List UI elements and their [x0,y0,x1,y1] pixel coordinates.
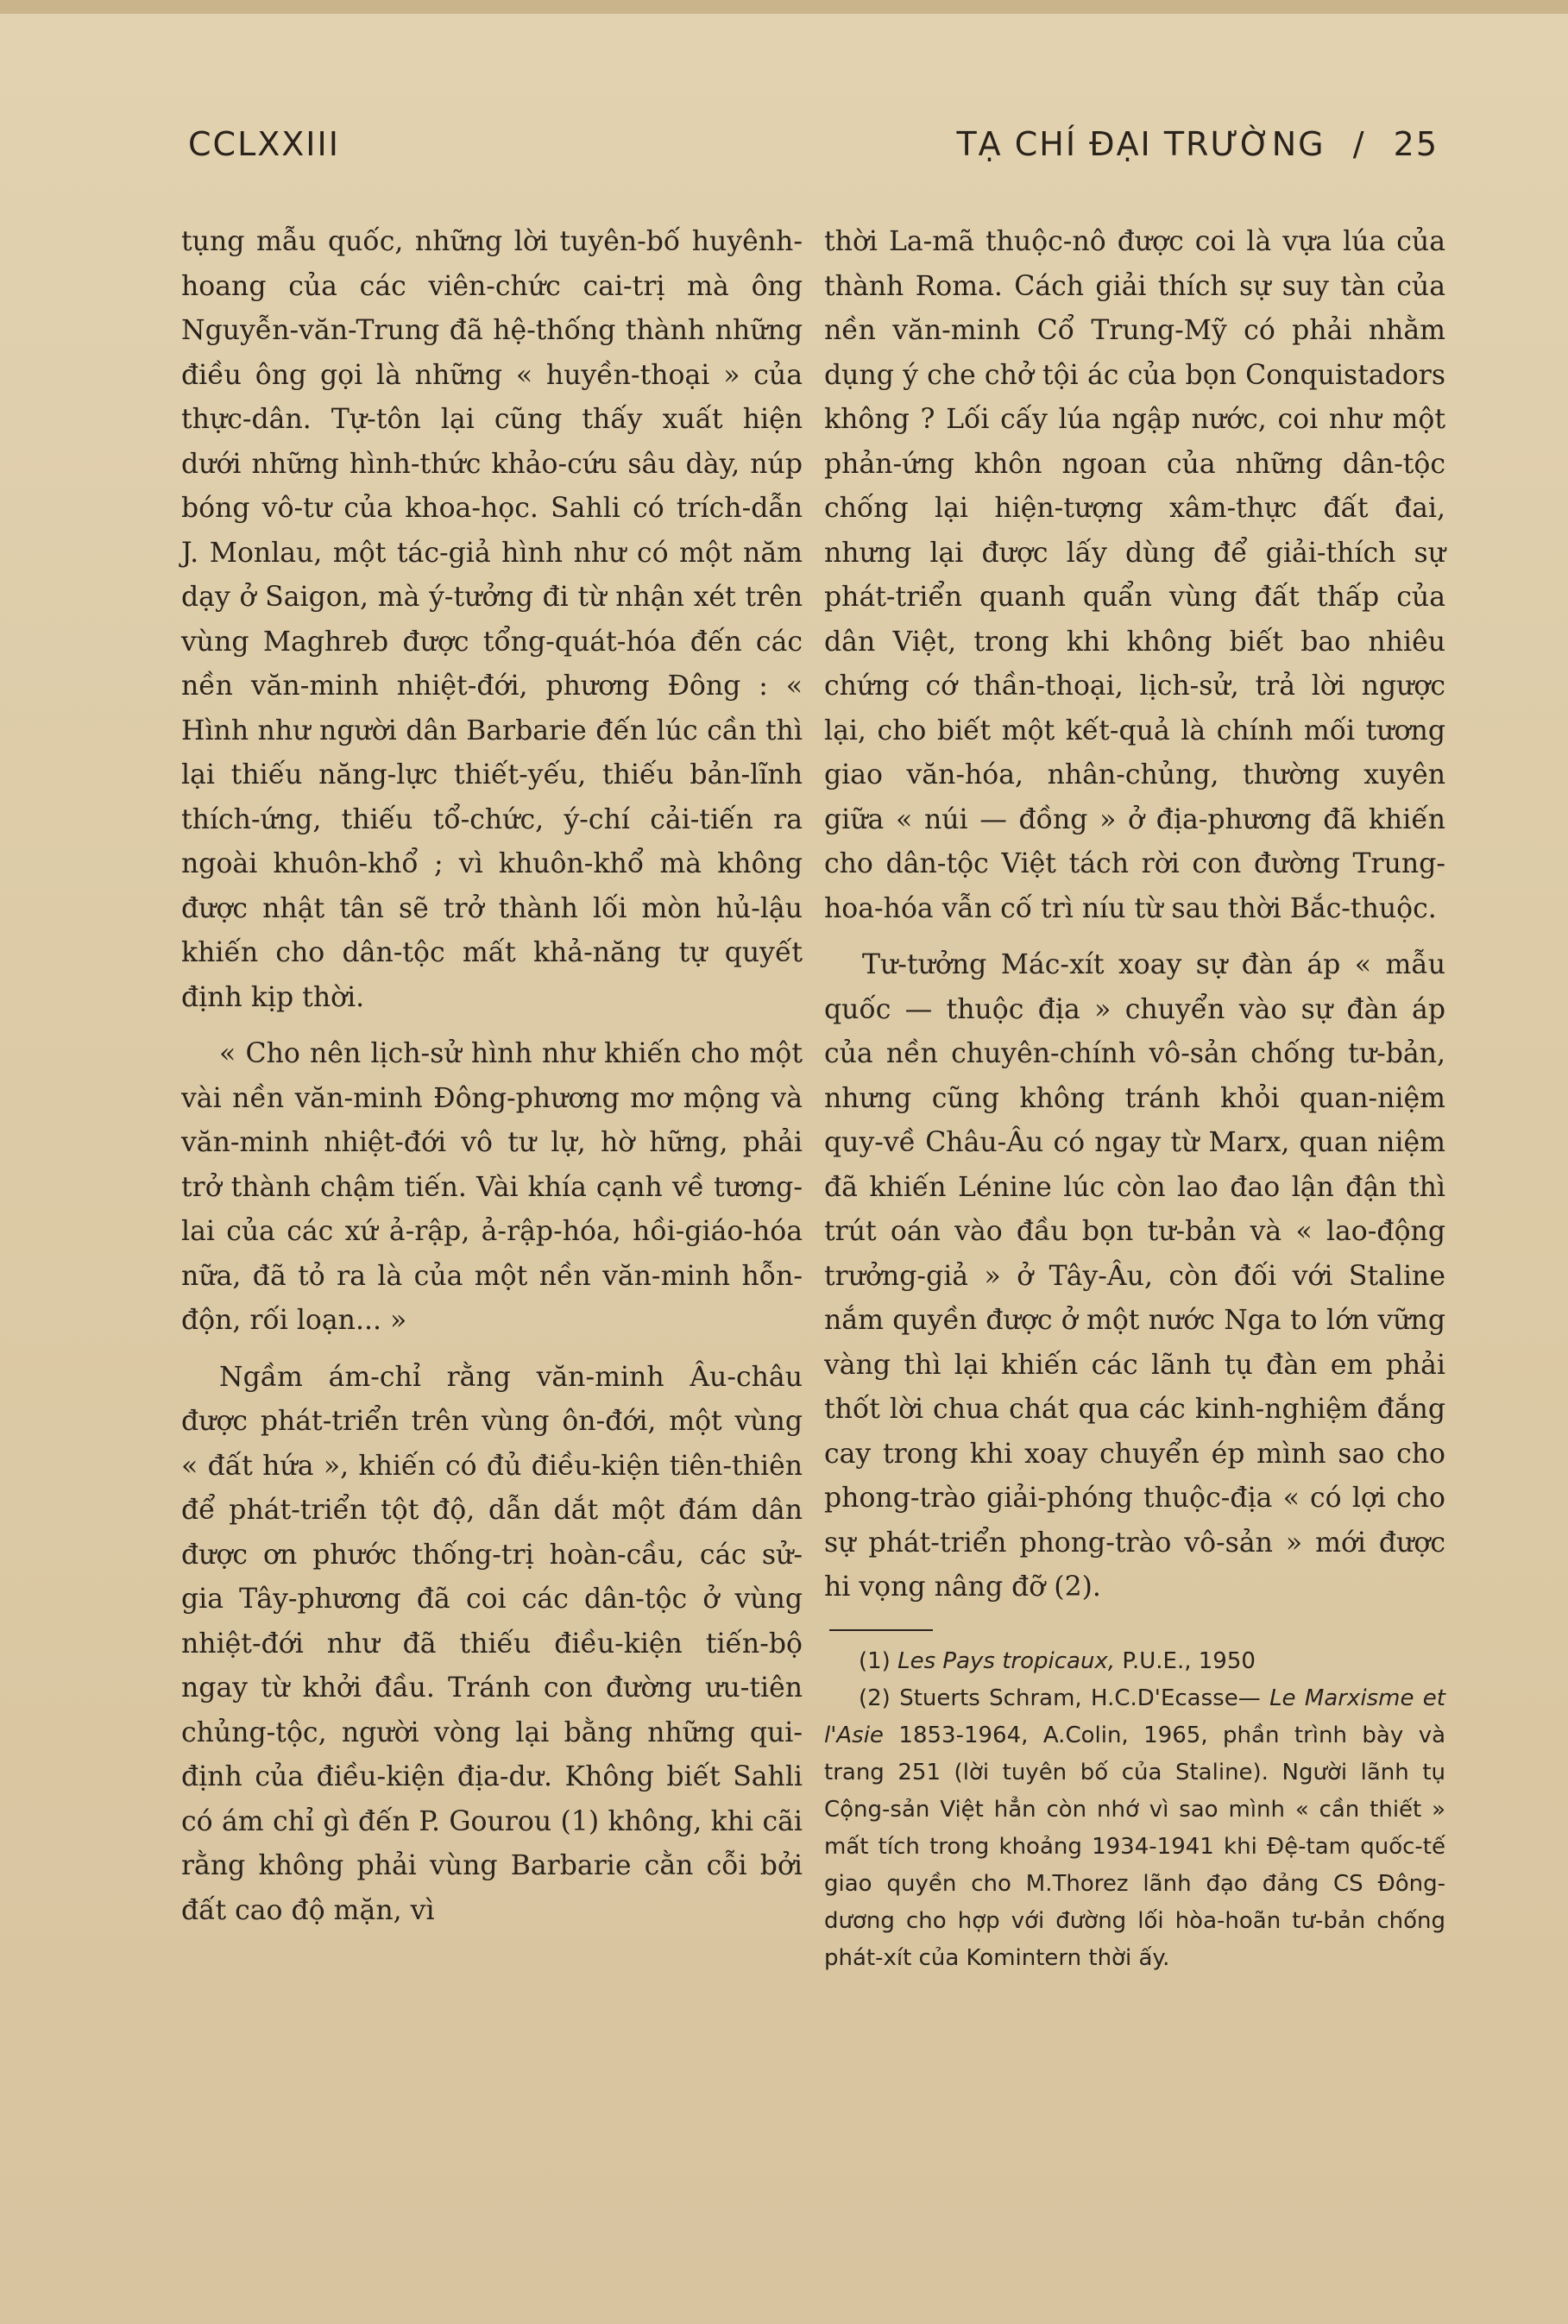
footnotes [824,1643,1445,1977]
page-number: 25 [1393,125,1439,163]
header-separator: / [1352,125,1366,163]
paragraph: Ngầm ám-chỉ rằng văn-minh Âu-châu được phát-triển trên vùng ôn-đới, một vùng « đất hứa », khiến có đủ điều-kiện tiên-thiên để phát-triển tột độ, dẫn dắt một đám dân được ơn phước thống-trị hoàn-cầu, các sử-gia Tây-phương đã coi các dân-tộc ở vùng nhiệt-đới như đã thiếu điều-kiện tiến-bộ ngay từ khởi đầu. Tránh con đường ưu-tiên chủng-tộc, người vòng lại bằng những qui-định của điều-kiện địa-dư. Không biết Sahli có ám chỉ gì đến P. Gourou (1) không, khi cãi rằng không phải vùng Barbarie cằn cỗi bởi đất cao độ mặn, vì [181,1361,803,1926]
left-column [181,220,803,1933]
footnote-divider [829,1629,933,1631]
footnote-text: P.U.E., 1950 [1122,1647,1256,1674]
chapter-number: CCLXXIII [188,125,340,163]
right-column [824,220,1445,1977]
running-header [188,125,1439,168]
footnote-2 [824,1680,1445,1977]
paragraph: Tư-tưởng Mác-xít xoay sự đàn áp « mẫu quốc — thuộc địa » chuyển vào sự đàn áp của nền chuyên-chính vô-sản chống tư-bản, nhưng cũng không tránh khỏi quan-niệm quy-về Châu-Âu có ngay từ Marx, quan niệm đã khiến Lénine lúc còn lao đao lận đận thì trút oán vào đầu bọn tư-bản và « lao-động trưởng-giả » ở Tây-Âu, còn đối với Staline nắm quyền được ở một nước Nga to lớn vững vàng thì lại khiến các lãnh tụ đàn em phải thốt lời chua chát qua các kinh-nghiệm đắng cay trong khi xoay chuyển ép mình sao cho phong-trào giải-phóng thuộc-địa « có lợi cho sự phát-triển phong-trào vô-sản » mới được hi vọng nâng đỡ (2). [824,949,1445,1603]
footnote-marker: (1) [859,1647,891,1674]
footnote-text: 1853-1964, A.Colin, 1965, phần trình bày và trang 251 (lời tuyên bố của Staline). Người lãnh tụ Cộng-sản Việt hẳn còn nhớ vì sao mình « cần thiết » mất tích trong khoảng 1934-1941 khi Đệ-tam quốc-tế giao quyền cho M.Thorez lãnh đạo đảng CS Đông-dương cho hợp với đường lối hòa-hoãn tư-bản chống phát-xít của Komintern thời ấy. [824,1722,1446,1971]
paragraph: « Cho nên lịch-sử hình như khiến cho một vài nền văn-minh Đông-phương mơ mộng và văn-minh nhiệt-đới vô tư lự, hờ hững, phải trở thành chậm tiến. Vài khía cạnh về tương-lai của các xứ ả-rập, ả-rập-hóa, hồi-giáo-hóa nữa, đã tỏ ra là của một nền văn-minh hỗn-độn, rối loạn... » [181,1038,803,1336]
footnote-title: Les Pays tropicaux, [897,1647,1116,1674]
paragraph: thời La-mã thuộc-nô được coi là vựa lúa của thành Roma. Cách giải thích sự suy tàn của nền văn-minh Cổ Trung-Mỹ có phải nhằm dụng ý che chở tội ác của bọn Conquistadors không ? Lối cấy lúa ngập nước, coi như một phản-ứng khôn ngoan của những dân-tộc chống lại hiện-tượng xâm-thực đất đai, nhưng lại được lấy dùng để giải-thích sự phát-triển quanh quẩn vùng đất thấp của dân Việt, trong khi không biết bao nhiêu chứng cớ thần-thoại, lịch-sử, trả lời ngược lại, cho biết một kết-quả là chính mối tương giao văn-hóa, nhân-chủng, thường xuyên giữa « núi — đồng » ở địa-phương đã khiến cho dân-tộc Việt tách rời con đường Trung-hoa-hóa vẫn cố trì níu từ sau thời Bắc-thuộc. [824,226,1445,924]
header-right [941,125,1439,163]
footnote-marker: (2) [859,1685,891,1711]
footnote-1 [824,1643,1445,1680]
author-name: TẠ CHÍ ĐẠI TRƯỜNG [956,125,1326,163]
footnote-title: Le Marxisme et l'Asie [824,1685,1445,1748]
paragraph: tụng mẫu quốc, những lời tuyên-bố huyênh-hoang của các viên-chức cai-trị mà ông Nguyễn-văn-Trung đã hệ-thống thành những điều ông gọi là những « huyền-thoại » của thực-dân. Tự-tôn lại cũng thấy xuất hiện dưới những hình-thức khảo-cứu sâu dày, núp bóng vô-tư của khoa-học. Sahli có trích-dẫn J. Monlau, một tác-giả hình như có một năm dạy ở Saigon, mà ý-tưởng đi từ nhận xét trên vùng Maghreb được tổng-quát-hóa đến các nền văn-minh nhiệt-đới, phương Đông : « Hình như người dân Barbarie đến lúc cần thì lại thiếu năng-lực thiết-yếu, thiếu bản-lĩnh thích-ứng, thiếu tổ-chức, ý-chí cải-tiến ra ngoài khuôn-khổ ; vì khuôn-khổ mà không được nhật tân sẽ trở thành lối mòn hủ-lậu khiến cho dân-tộc mất khả-năng tự quyết định kịp thời. [181,226,803,1013]
footnote-authors: Stuerts Schram, H.C.D'Ecasse— [899,1685,1261,1711]
